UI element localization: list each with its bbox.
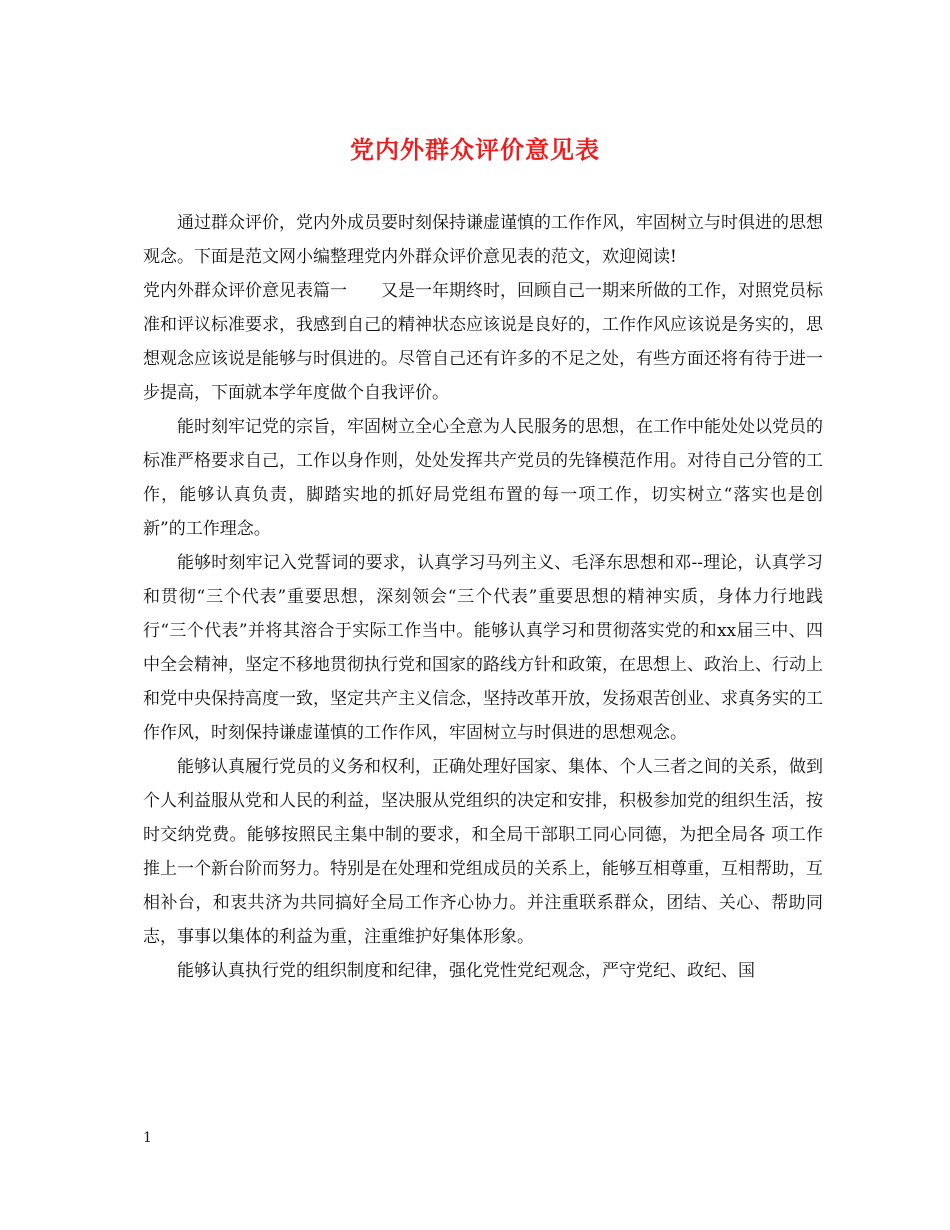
paragraph-section-one: 党内外群众评价意见表篇一 又是一年期终时，回顾自己一期来所做的工作，对照党员标准和评议标准要求，我感到自己的精神状态应该说是良好的，工作作风应该说是务实的，思想观念应该说是能够与时俱进的。尽管自己还有许多的不足之处，有些方面还将有待于进一步提高，下面就本学年度做个自我评价。	[143, 281, 823, 403]
paragraph-party-oath: 能够时刻牢记入党誓词的要求，认真学习马列主义、毛泽东思想和邓--理论，认真学习和贯彻“三个代表”重要思想，深刻领会“三个代表”重要思想的精神实质，身体力行地践行“三个代表”并将其溶合于实际工作当中。能够认真学习和贯彻落实党的和xx届三中、四中全会精神，坚定不移地贯彻执行党和国家的路线方针和政策，在思想上、政治上、行动上和党中央保持高度一致，坚定共产主义信念，坚持改革开放，发扬艰苦创业、求真务实的工作作风，时刻保持谦虚谨慎的工作作风，牢固树立与时俱进的思想观念。	[143, 553, 823, 743]
paragraph-party-purpose: 能时刻牢记党的宗旨，牢固树立全心全意为人民服务的思想，在工作中能处处以党员的标准严格要求自己，工作以身作则，处处发挥共产党员的先锋模范作用。对待自己分管的工作，能够认真负责，脚踏实地的抓好局党组布置的每一项工作，切实树立“落实也是创新”的工作理念。	[143, 417, 823, 539]
paragraph-member-duties: 能够认真履行党员的义务和权利，正确处理好国家、集体、个人三者之间的关系，做到个人利益服从党和人民的利益，坚决服从党组织的决定和安排，积极参加党的组织生活，按时交纳党费。能够按照民主集中制的要求，和全局干部职工同心同德，为把全局各 项工作推上一个新台阶而努力。特别是在处理和党组成员的关系上，能够互相尊重，互相帮助，互相补台，和衷共济为共同搞好全局工作齐心协力。并注重联系群众，团结、关心、帮助同志，事事以集体的利益为重，注重维护好集体形象。	[143, 757, 823, 947]
paragraph-party-discipline: 能够认真执行党的组织制度和纪律，强化党性党纪观念，严守党纪、政纪、国	[177, 961, 755, 981]
page-number: 1	[143, 1130, 152, 1146]
document-body	[143, 206, 823, 988]
document-title: 党内外群众评价意见表	[350, 135, 600, 164]
paragraph-intro: 通过群众评价，党内外成员要时刻保持谦虚谨慎的工作作风，牢固树立与时俱进的思想观念。下面是范文网小编整理党内外群众评价意见表的范文，欢迎阅读!	[143, 213, 823, 267]
